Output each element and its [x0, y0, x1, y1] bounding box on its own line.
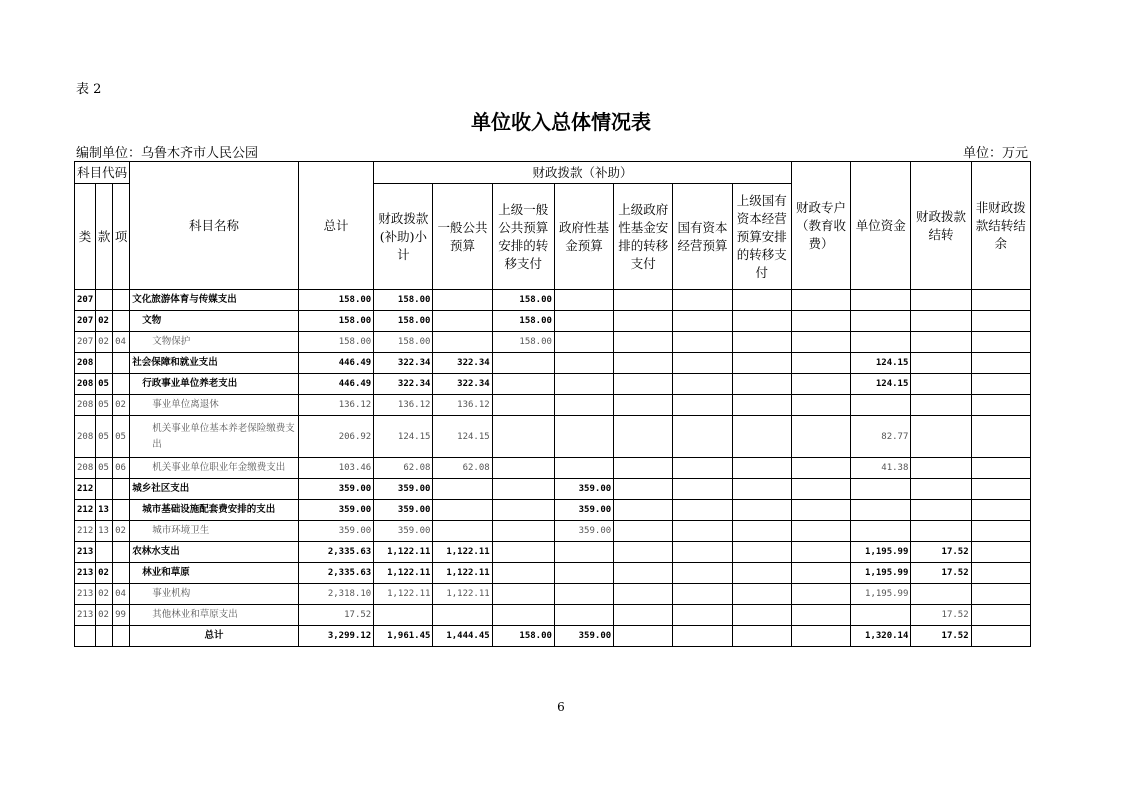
cell-xiang: 05 — [113, 416, 130, 458]
cell-lei: 213 — [75, 563, 96, 584]
cell-fin-carry — [911, 521, 971, 542]
cell-unit-funds — [851, 605, 911, 626]
cell-xiang: 99 — [113, 605, 130, 626]
cell-nonfin-carry — [971, 479, 1030, 500]
cell-special — [791, 542, 850, 563]
cell-fin-sub: 1,122.11 — [374, 563, 433, 584]
cell-empty — [75, 626, 96, 647]
cell-state-capital — [673, 584, 732, 605]
cell-special — [791, 458, 850, 479]
cell-unit-funds — [851, 479, 911, 500]
table-body — [75, 290, 1031, 647]
cell-gov-fund: 359.00 — [554, 479, 613, 500]
cell-upper-general — [492, 521, 554, 542]
cell-fin-sub: 359.00 — [374, 479, 433, 500]
cell-kuan: 13 — [96, 521, 113, 542]
cell-lei: 212 — [75, 521, 96, 542]
cell-upper-gov-fund — [614, 374, 673, 395]
cell-xiang — [113, 290, 130, 311]
cell-fin-sub: 359.00 — [374, 500, 433, 521]
cell-xiang: 06 — [113, 458, 130, 479]
cell-lei: 213 — [75, 584, 96, 605]
cell-gov-fund — [554, 458, 613, 479]
cell-lei: 208 — [75, 374, 96, 395]
cell-kuan — [96, 353, 113, 374]
cell-general: 136.12 — [433, 395, 492, 416]
cell-total: 2,318.10 — [298, 584, 373, 605]
cell-fin-carry — [911, 290, 971, 311]
cell-state-capital — [673, 458, 732, 479]
cell-gov-fund — [554, 374, 613, 395]
total-cell-unit-funds: 1,320.14 — [851, 626, 911, 647]
total-cell-fin-sub: 1,961.45 — [374, 626, 433, 647]
cell-state-capital — [673, 416, 732, 458]
cell-xiang — [113, 479, 130, 500]
cell-state-capital — [673, 563, 732, 584]
cell-kuan: 02 — [96, 605, 113, 626]
cell-upper-general — [492, 395, 554, 416]
cell-name: 城市环境卫生 — [130, 521, 299, 542]
cell-state-capital — [673, 479, 732, 500]
cell-unit-funds: 1,195.99 — [851, 563, 911, 584]
cell-kuan — [96, 479, 113, 500]
cell-xiang — [113, 311, 130, 332]
cell-xiang: 04 — [113, 332, 130, 353]
cell-total: 446.49 — [298, 374, 373, 395]
cell-lei: 207 — [75, 290, 96, 311]
cell-upper-general — [492, 479, 554, 500]
cell-unit-funds — [851, 290, 911, 311]
cell-total: 446.49 — [298, 353, 373, 374]
header-unit-funds: 单位资金 — [851, 162, 911, 290]
table-row — [75, 584, 1031, 605]
cell-state-capital — [673, 395, 732, 416]
cell-nonfin-carry — [971, 416, 1030, 458]
cell-general — [433, 500, 492, 521]
cell-gov-fund — [554, 605, 613, 626]
cell-fin-sub: 1,122.11 — [374, 542, 433, 563]
cell-total: 158.00 — [298, 311, 373, 332]
cell-state-capital — [673, 500, 732, 521]
table-row — [75, 500, 1031, 521]
cell-upper-state-capital — [732, 374, 791, 395]
cell-upper-general — [492, 584, 554, 605]
cell-name: 其他林业和草原支出 — [130, 605, 299, 626]
table-row — [75, 563, 1031, 584]
cell-nonfin-carry — [971, 395, 1030, 416]
cell-nonfin-carry — [971, 500, 1030, 521]
cell-name: 机关事业单位基本养老保险缴费支出 — [130, 416, 299, 458]
cell-upper-general — [492, 500, 554, 521]
cell-general — [433, 605, 492, 626]
table-row — [75, 542, 1031, 563]
cell-special — [791, 353, 850, 374]
cell-fin-carry — [911, 374, 971, 395]
cell-gov-fund — [554, 584, 613, 605]
table-row — [75, 374, 1031, 395]
cell-unit-funds — [851, 500, 911, 521]
cell-fin-carry: 17.52 — [911, 563, 971, 584]
cell-total: 17.52 — [298, 605, 373, 626]
table-row — [75, 605, 1031, 626]
cell-state-capital — [673, 353, 732, 374]
cell-total: 158.00 — [298, 290, 373, 311]
cell-special — [791, 374, 850, 395]
cell-gov-fund — [554, 395, 613, 416]
cell-xiang — [113, 563, 130, 584]
cell-kuan: 02 — [96, 584, 113, 605]
table-label: 表 2 — [76, 82, 102, 97]
cell-fin-carry — [911, 353, 971, 374]
header-kuan: 款 — [96, 184, 113, 290]
currency-unit: 单位：万元 — [962, 146, 1028, 161]
cell-general: 124.15 — [433, 416, 492, 458]
header-xiang: 项 — [113, 184, 130, 290]
cell-unit-funds — [851, 395, 911, 416]
cell-upper-general — [492, 416, 554, 458]
cell-total: 359.00 — [298, 500, 373, 521]
total-cell-upper-general: 158.00 — [492, 626, 554, 647]
cell-lei: 213 — [75, 605, 96, 626]
cell-name: 行政事业单位养老支出 — [130, 374, 299, 395]
cell-lei: 207 — [75, 311, 96, 332]
header-total: 总计 — [298, 162, 373, 290]
cell-upper-state-capital — [732, 500, 791, 521]
cell-fin-carry — [911, 584, 971, 605]
cell-nonfin-carry — [971, 290, 1030, 311]
cell-upper-general: 158.00 — [492, 290, 554, 311]
header-code-group: 科目代码 — [75, 162, 130, 184]
cell-kuan: 05 — [96, 395, 113, 416]
cell-general — [433, 290, 492, 311]
cell-fin-carry — [911, 416, 971, 458]
cell-state-capital — [673, 290, 732, 311]
cell-unit-funds: 124.15 — [851, 374, 911, 395]
cell-state-capital — [673, 521, 732, 542]
cell-fin-sub: 124.15 — [374, 416, 433, 458]
cell-state-capital — [673, 374, 732, 395]
cell-lei: 212 — [75, 479, 96, 500]
cell-name: 社会保障和就业支出 — [130, 353, 299, 374]
cell-xiang — [113, 353, 130, 374]
cell-state-capital — [673, 311, 732, 332]
cell-nonfin-carry — [971, 311, 1030, 332]
cell-total: 359.00 — [298, 521, 373, 542]
cell-upper-gov-fund — [614, 563, 673, 584]
cell-fin-sub — [374, 605, 433, 626]
cell-fin-carry — [911, 500, 971, 521]
compiling-unit: 编制单位：乌鲁木齐市人民公园 — [76, 146, 259, 161]
cell-upper-gov-fund — [614, 605, 673, 626]
cell-kuan: 05 — [96, 416, 113, 458]
cell-lei: 208 — [75, 458, 96, 479]
cell-name: 文物 — [130, 311, 299, 332]
cell-special — [791, 605, 850, 626]
cell-upper-general — [492, 458, 554, 479]
cell-lei: 208 — [75, 416, 96, 458]
cell-name: 农林水支出 — [130, 542, 299, 563]
cell-general — [433, 332, 492, 353]
cell-special — [791, 479, 850, 500]
cell-name: 文物保护 — [130, 332, 299, 353]
cell-unit-funds: 82.77 — [851, 416, 911, 458]
page-title: 单位收入总体情况表 — [471, 110, 651, 134]
cell-upper-gov-fund — [614, 521, 673, 542]
cell-upper-state-capital — [732, 416, 791, 458]
cell-nonfin-carry — [971, 584, 1030, 605]
header-upper-state-capital: 上级国有资本经营预算安排的转移支付 — [732, 184, 791, 290]
table-row — [75, 290, 1031, 311]
cell-total: 206.92 — [298, 416, 373, 458]
cell-lei: 208 — [75, 353, 96, 374]
cell-name: 事业机构 — [130, 584, 299, 605]
cell-upper-gov-fund — [614, 311, 673, 332]
table-row — [75, 311, 1031, 332]
cell-unit-funds: 1,195.99 — [851, 542, 911, 563]
cell-kuan: 02 — [96, 311, 113, 332]
total-cell-gov-fund: 359.00 — [554, 626, 613, 647]
cell-unit-funds — [851, 311, 911, 332]
cell-xiang — [113, 500, 130, 521]
cell-fin-carry: 17.52 — [911, 542, 971, 563]
cell-fin-carry — [911, 332, 971, 353]
cell-kuan: 05 — [96, 458, 113, 479]
cell-name: 城市基础设施配套费安排的支出 — [130, 500, 299, 521]
cell-general: 1,122.11 — [433, 563, 492, 584]
cell-gov-fund — [554, 353, 613, 374]
cell-fin-sub: 158.00 — [374, 332, 433, 353]
cell-total: 2,335.63 — [298, 542, 373, 563]
cell-upper-state-capital — [732, 458, 791, 479]
cell-fin-sub: 322.34 — [374, 374, 433, 395]
cell-state-capital — [673, 332, 732, 353]
table-row — [75, 416, 1031, 458]
cell-general: 1,122.11 — [433, 542, 492, 563]
cell-special — [791, 416, 850, 458]
cell-kuan: 02 — [96, 563, 113, 584]
total-cell-nonfin-carry — [971, 626, 1030, 647]
cell-gov-fund — [554, 416, 613, 458]
cell-lei: 207 — [75, 332, 96, 353]
cell-empty — [113, 626, 130, 647]
cell-kuan: 13 — [96, 500, 113, 521]
table-row — [75, 479, 1031, 500]
cell-gov-fund — [554, 290, 613, 311]
income-table — [74, 161, 1031, 647]
cell-upper-state-capital — [732, 521, 791, 542]
cell-lei: 212 — [75, 500, 96, 521]
cell-lei: 213 — [75, 542, 96, 563]
cell-upper-state-capital — [732, 584, 791, 605]
cell-total: 136.12 — [298, 395, 373, 416]
table-row — [75, 353, 1031, 374]
cell-nonfin-carry — [971, 353, 1030, 374]
cell-fin-carry — [911, 479, 971, 500]
cell-fin-sub: 1,122.11 — [374, 584, 433, 605]
total-row — [75, 626, 1031, 647]
cell-fin-carry: 17.52 — [911, 605, 971, 626]
cell-special — [791, 332, 850, 353]
cell-upper-state-capital — [732, 332, 791, 353]
cell-upper-gov-fund — [614, 416, 673, 458]
cell-upper-general — [492, 542, 554, 563]
cell-state-capital — [673, 542, 732, 563]
cell-upper-general — [492, 563, 554, 584]
cell-nonfin-carry — [971, 542, 1030, 563]
cell-general: 322.34 — [433, 374, 492, 395]
cell-upper-state-capital — [732, 605, 791, 626]
header-lei: 类 — [75, 184, 96, 290]
cell-upper-gov-fund — [614, 458, 673, 479]
cell-special — [791, 563, 850, 584]
table-row — [75, 395, 1031, 416]
cell-fin-sub: 62.08 — [374, 458, 433, 479]
cell-gov-fund: 359.00 — [554, 521, 613, 542]
cell-upper-state-capital — [732, 395, 791, 416]
total-cell-upper-gov-fund — [614, 626, 673, 647]
cell-special — [791, 584, 850, 605]
table-row — [75, 332, 1031, 353]
cell-upper-state-capital — [732, 479, 791, 500]
cell-total: 2,335.63 — [298, 563, 373, 584]
total-cell-name: 总计 — [130, 626, 299, 647]
cell-upper-gov-fund — [614, 584, 673, 605]
cell-upper-general — [492, 374, 554, 395]
cell-xiang — [113, 374, 130, 395]
cell-special — [791, 290, 850, 311]
cell-general: 1,122.11 — [433, 584, 492, 605]
total-cell-general: 1,444.45 — [433, 626, 492, 647]
cell-general — [433, 521, 492, 542]
cell-upper-state-capital — [732, 353, 791, 374]
cell-fin-carry — [911, 311, 971, 332]
cell-nonfin-carry — [971, 521, 1030, 542]
cell-nonfin-carry — [971, 332, 1030, 353]
cell-gov-fund — [554, 542, 613, 563]
header-nonfin-carry: 非财政拨款结转结余 — [971, 162, 1030, 290]
cell-kuan — [96, 290, 113, 311]
header-upper-general: 上级一般公共预算安排的转移支付 — [492, 184, 554, 290]
cell-nonfin-carry — [971, 458, 1030, 479]
total-cell-special — [791, 626, 850, 647]
cell-unit-funds — [851, 332, 911, 353]
cell-xiang — [113, 542, 130, 563]
header-fin-sub: 财政拨款(补助)小计 — [374, 184, 433, 290]
header-upper-gov-fund: 上级政府性基金安排的转移支付 — [614, 184, 673, 290]
cell-upper-state-capital — [732, 290, 791, 311]
cell-name: 机关事业单位职业年金缴费支出 — [130, 458, 299, 479]
cell-special — [791, 311, 850, 332]
cell-general — [433, 311, 492, 332]
cell-kuan — [96, 542, 113, 563]
cell-empty — [96, 626, 113, 647]
total-cell-state-capital — [673, 626, 732, 647]
header-state-capital: 国有资本经营预算 — [673, 184, 732, 290]
cell-upper-state-capital — [732, 542, 791, 563]
cell-name: 文化旅游体育与传媒支出 — [130, 290, 299, 311]
cell-fin-sub: 158.00 — [374, 311, 433, 332]
header-fin-group: 财政拨款（补助） — [374, 162, 792, 184]
cell-upper-general: 158.00 — [492, 311, 554, 332]
cell-total: 158.00 — [298, 332, 373, 353]
cell-upper-general: 158.00 — [492, 332, 554, 353]
header-gov-fund: 政府性基金预算 — [554, 184, 613, 290]
cell-gov-fund — [554, 332, 613, 353]
cell-general: 322.34 — [433, 353, 492, 374]
cell-upper-general — [492, 605, 554, 626]
table-row — [75, 521, 1031, 542]
cell-kuan: 05 — [96, 374, 113, 395]
cell-unit-funds: 41.38 — [851, 458, 911, 479]
cell-general — [433, 479, 492, 500]
cell-general: 62.08 — [433, 458, 492, 479]
cell-upper-state-capital — [732, 563, 791, 584]
cell-fin-sub: 136.12 — [374, 395, 433, 416]
cell-upper-gov-fund — [614, 542, 673, 563]
cell-gov-fund — [554, 311, 613, 332]
cell-fin-sub: 322.34 — [374, 353, 433, 374]
header-fin-carry: 财政拨款结转 — [911, 162, 971, 290]
total-cell-total: 3,299.12 — [298, 626, 373, 647]
cell-total: 103.46 — [298, 458, 373, 479]
table-row — [75, 458, 1031, 479]
cell-xiang: 02 — [113, 395, 130, 416]
cell-name: 事业单位离退休 — [130, 395, 299, 416]
cell-special — [791, 521, 850, 542]
cell-gov-fund — [554, 563, 613, 584]
cell-name: 林业和草原 — [130, 563, 299, 584]
cell-upper-state-capital — [732, 311, 791, 332]
cell-special — [791, 395, 850, 416]
cell-upper-gov-fund — [614, 290, 673, 311]
total-cell-upper-state-capital — [732, 626, 791, 647]
header-special: 财政专户（教育收费） — [791, 162, 850, 290]
cell-lei: 208 — [75, 395, 96, 416]
cell-xiang: 04 — [113, 584, 130, 605]
cell-fin-carry — [911, 395, 971, 416]
cell-upper-gov-fund — [614, 332, 673, 353]
cell-kuan: 02 — [96, 332, 113, 353]
cell-unit-funds: 124.15 — [851, 353, 911, 374]
cell-fin-sub: 359.00 — [374, 521, 433, 542]
cell-upper-gov-fund — [614, 353, 673, 374]
cell-upper-gov-fund — [614, 479, 673, 500]
cell-fin-carry — [911, 458, 971, 479]
cell-unit-funds: 1,195.99 — [851, 584, 911, 605]
header-name: 科目名称 — [130, 162, 299, 290]
total-cell-fin-carry: 17.52 — [911, 626, 971, 647]
cell-upper-gov-fund — [614, 395, 673, 416]
cell-name: 城乡社区支出 — [130, 479, 299, 500]
cell-nonfin-carry — [971, 563, 1030, 584]
cell-nonfin-carry — [971, 374, 1030, 395]
cell-gov-fund: 359.00 — [554, 500, 613, 521]
page-number: 6 — [557, 700, 565, 714]
cell-special — [791, 500, 850, 521]
cell-state-capital — [673, 605, 732, 626]
cell-nonfin-carry — [971, 605, 1030, 626]
header-general: 一般公共预算 — [433, 184, 492, 290]
cell-xiang: 02 — [113, 521, 130, 542]
cell-unit-funds — [851, 521, 911, 542]
cell-upper-general — [492, 353, 554, 374]
cell-total: 359.00 — [298, 479, 373, 500]
cell-upper-gov-fund — [614, 500, 673, 521]
cell-fin-sub: 158.00 — [374, 290, 433, 311]
